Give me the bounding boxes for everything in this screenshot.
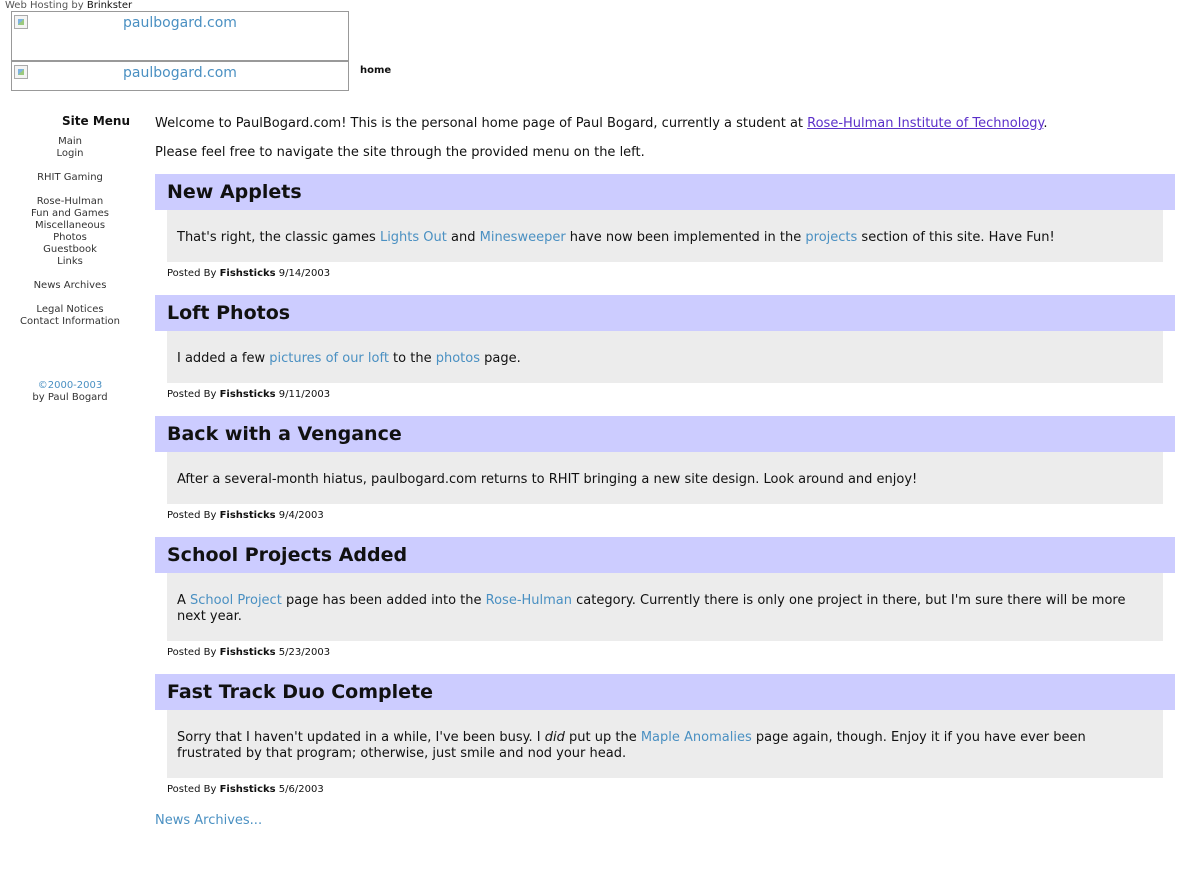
logo-image-link[interactable] [11,11,349,61]
posted-by-label: Posted By [167,784,217,795]
post-body [167,210,1163,262]
site-menu-title: Site Menu [62,114,130,128]
rhit-link[interactable]: Rose-Hulman Institute of Technology [807,116,1044,131]
post-text: After a several-month hiatus, paulbogard.com returns to RHIT bringing a new site design. Look around and enjoy! [177,472,918,487]
post-date: 5/23/2003 [278,647,331,658]
post-link[interactable]: Rose-Hulman [485,593,573,608]
sidebar-item-contact-information[interactable]: Contact Information [20,316,120,327]
post-text: and [446,230,480,245]
main-content [155,116,1175,828]
sidebar-item-fun-and-games[interactable]: Fun and Games [30,208,110,219]
post-date: 5/6/2003 [278,784,324,795]
sidebar-item-login[interactable]: Login [56,148,84,159]
copyright-author: by Paul Bogard [32,392,108,403]
post-link[interactable]: School Project [190,593,282,608]
broken-image-icon [14,65,28,79]
post-meta [167,510,1175,521]
news-posts [155,174,1175,795]
intro-suffix: . [1043,116,1048,131]
post-text: I added a few [177,351,270,366]
intro-text: Welcome to PaulBogard.com! This is the personal home page of Paul Bogard, currently a student at [155,116,808,131]
copyright-link[interactable]: ©2000-2003 [37,380,103,391]
post-link[interactable]: projects [805,230,858,245]
post-author: Fishsticks [219,510,276,521]
post-date: 9/11/2003 [278,389,331,400]
news-post [155,674,1175,795]
post-body [167,331,1163,383]
post-text: have now been implemented in the [565,230,806,245]
logo-banner-link[interactable] [11,61,349,91]
news-post [155,416,1175,521]
post-text: page has been added into the [281,593,486,608]
posted-by-label: Posted By [167,268,217,279]
post-link[interactable]: Lights Out [379,230,447,245]
copyright [0,380,140,404]
sidebar-item-rhit-gaming[interactable]: RHIT Gaming [37,172,103,183]
news-post [155,537,1175,658]
current-page-label: home [360,65,392,76]
post-title: Fast Track Duo Complete [155,674,1175,710]
post-text: to the [388,351,436,366]
post-emphasis: did [544,730,565,745]
sidebar-item-main[interactable]: Main [58,136,82,147]
news-post [155,174,1175,279]
post-text: That's right, the classic games [177,230,380,245]
sidebar-item-photos[interactable]: Photos [53,232,87,243]
logo-alt-text: paulbogard.com [123,15,237,31]
post-link[interactable]: pictures of our loft [269,351,389,366]
post-text: category. Currently there is only one project in there, but I'm sure there will be more next year. [177,593,1126,624]
post-link[interactable]: Maple Anomalies [640,730,752,745]
post-text: page again, though. Enjoy it if you have ever been frustrated by that program; otherwise, just smile and nod your head. [177,730,1086,761]
post-author: Fishsticks [219,784,276,795]
post-body [167,573,1163,641]
intro-navigate: Please feel free to navigate the site through the provided menu on the left. [155,145,645,160]
post-text: page. [480,351,521,366]
broken-image-icon [14,15,28,29]
post-text: section of this site. Have Fun! [857,230,1055,245]
post-title: School Projects Added [155,537,1175,573]
post-author: Fishsticks [219,268,276,279]
post-link[interactable]: photos [435,351,480,366]
posted-by-label: Posted By [167,647,217,658]
post-date: 9/14/2003 [278,268,331,279]
post-title: Back with a Vengance [155,416,1175,452]
post-body [167,710,1163,778]
post-title: Loft Photos [155,295,1175,331]
post-text: Sorry that I haven't updated in a while, I've been busy. I [177,730,545,745]
footer [155,813,1175,828]
logo-banner-alt-text: paulbogard.com [123,65,237,81]
post-meta [167,268,1175,279]
sidebar-item-miscellaneous[interactable]: Miscellaneous [34,220,106,231]
post-link[interactable]: Minesweeper [479,230,566,245]
sidebar [0,114,140,404]
post-date: 9/4/2003 [278,510,324,521]
post-text: put up the [564,730,641,745]
hosting-credit [5,0,132,11]
intro-welcome [155,116,1175,132]
sidebar-item-guestbook[interactable]: Guestbook [43,244,97,255]
sidebar-item-rose-hulman[interactable]: Rose-Hulman [36,196,104,207]
post-body [167,452,1163,504]
posted-by-label: Posted By [167,510,217,521]
post-author: Fishsticks [219,389,276,400]
news-archives-link[interactable]: News Archives... [155,813,263,828]
sidebar-item-links[interactable]: Links [57,256,83,267]
sidebar-item-legal-notices[interactable]: Legal Notices [36,304,104,315]
brinkster-link[interactable]: Brinkster [86,0,133,11]
post-text: A [177,593,191,608]
post-author: Fishsticks [219,647,276,658]
post-title: New Applets [155,174,1175,210]
post-meta [167,647,1175,658]
post-meta [167,389,1175,400]
sidebar-item-news-archives[interactable]: News Archives [33,280,107,291]
hosting-prefix: Web Hosting by [5,0,87,11]
posted-by-label: Posted By [167,389,217,400]
post-meta [167,784,1175,795]
news-post [155,295,1175,400]
